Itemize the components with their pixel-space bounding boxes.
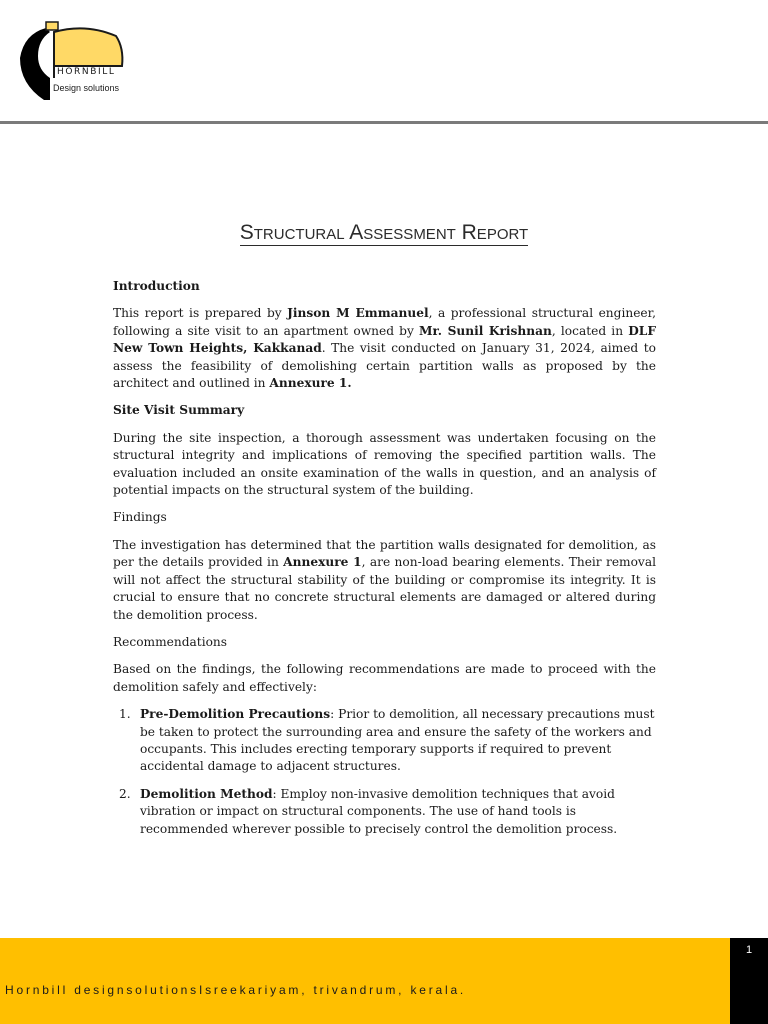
report-body <box>113 278 656 848</box>
findings-paragraph: The investigation has determined that the partition walls designated for demolition, as per the details provided in Annexure 1, are non-load bearing elements. Their removal will not affect the structural stability of the building or compromise its integrity. It is crucial to ensure that no concrete structural elements are damaged or altered during the demolition process. <box>113 537 656 622</box>
site-visit-heading: Site Visit Summary <box>113 403 245 418</box>
logo-beak-bar <box>46 22 58 30</box>
introduction-paragraph: This report is prepared by Jinson M Emmanuel, a professional structural engineer, following a site visit to an apartment owned by Mr. Sunil Krishnan, located in DLF New Town Heights, Kakkanad. The visit conducted on January 31, 2024, aimed to assess the feasibility of demolishing certain partition walls as proposed by the architect and outlined in Annexure 1. <box>113 306 656 391</box>
logo-black-crescent <box>20 28 50 100</box>
list-number: 1. <box>119 707 131 722</box>
logo-subtitle-text: Design solutions <box>53 83 120 93</box>
report-title: Structural Assessment Report <box>239 221 529 244</box>
site-visit-paragraph: During the site inspection, a thorough assessment was undertaken focusing on the structural integrity and implications of removing the specified partition walls. The evaluation included an onsite examination of the walls in question, and an analysis of potential impacts on the structural system of the building. <box>113 430 656 498</box>
list-item: 1. Pre-Demolition Precautions: Prior to demolition, all necessary precautions must be taken to protect the surrounding area and ensure the safety of the workers and occupants. This includes erecting temporary supports if required to prevent accidental damage to adjacent structures. <box>119 707 655 774</box>
owner-name: Mr. Sunil Krishnan <box>419 323 552 338</box>
annexure-ref: Annexure 1 <box>283 555 362 570</box>
findings-heading: Findings <box>113 510 167 525</box>
annexure-ref: Annexure 1. <box>269 376 352 391</box>
list-number: 2. <box>119 786 131 801</box>
footer-address: Hornbill designsolutionsIsreekariyam, trivandrum, kerala. <box>5 983 467 997</box>
introduction-heading: Introduction <box>113 279 200 293</box>
list-item-title: Pre-Demolition Precautions <box>140 707 331 722</box>
recommendations-list <box>113 706 656 838</box>
logo-brand-text: HORNBILL <box>57 67 116 77</box>
header-divider <box>0 121 768 124</box>
list-item-title: Demolition Method <box>140 786 273 801</box>
recommendations-heading: Recommendations <box>113 634 228 649</box>
page-number: 1 <box>745 944 753 956</box>
list-item: 2. Demolition Method: Employ non-invasive demolition techniques that avoid vibration or impact on structural components. The use of hand tools is recommended wherever possible to precisely control the demolition process. <box>119 786 618 836</box>
footer-band <box>0 938 730 1024</box>
recommendations-intro: Based on the findings, the following recommendations are made to proceed with the demolition safely and effectively: <box>113 662 656 694</box>
engineer-name: Jinson M Emmanuel <box>287 306 429 321</box>
logo-eye <box>45 44 51 50</box>
site-location: DLF New Town Heights, Kakkanad <box>113 323 656 356</box>
